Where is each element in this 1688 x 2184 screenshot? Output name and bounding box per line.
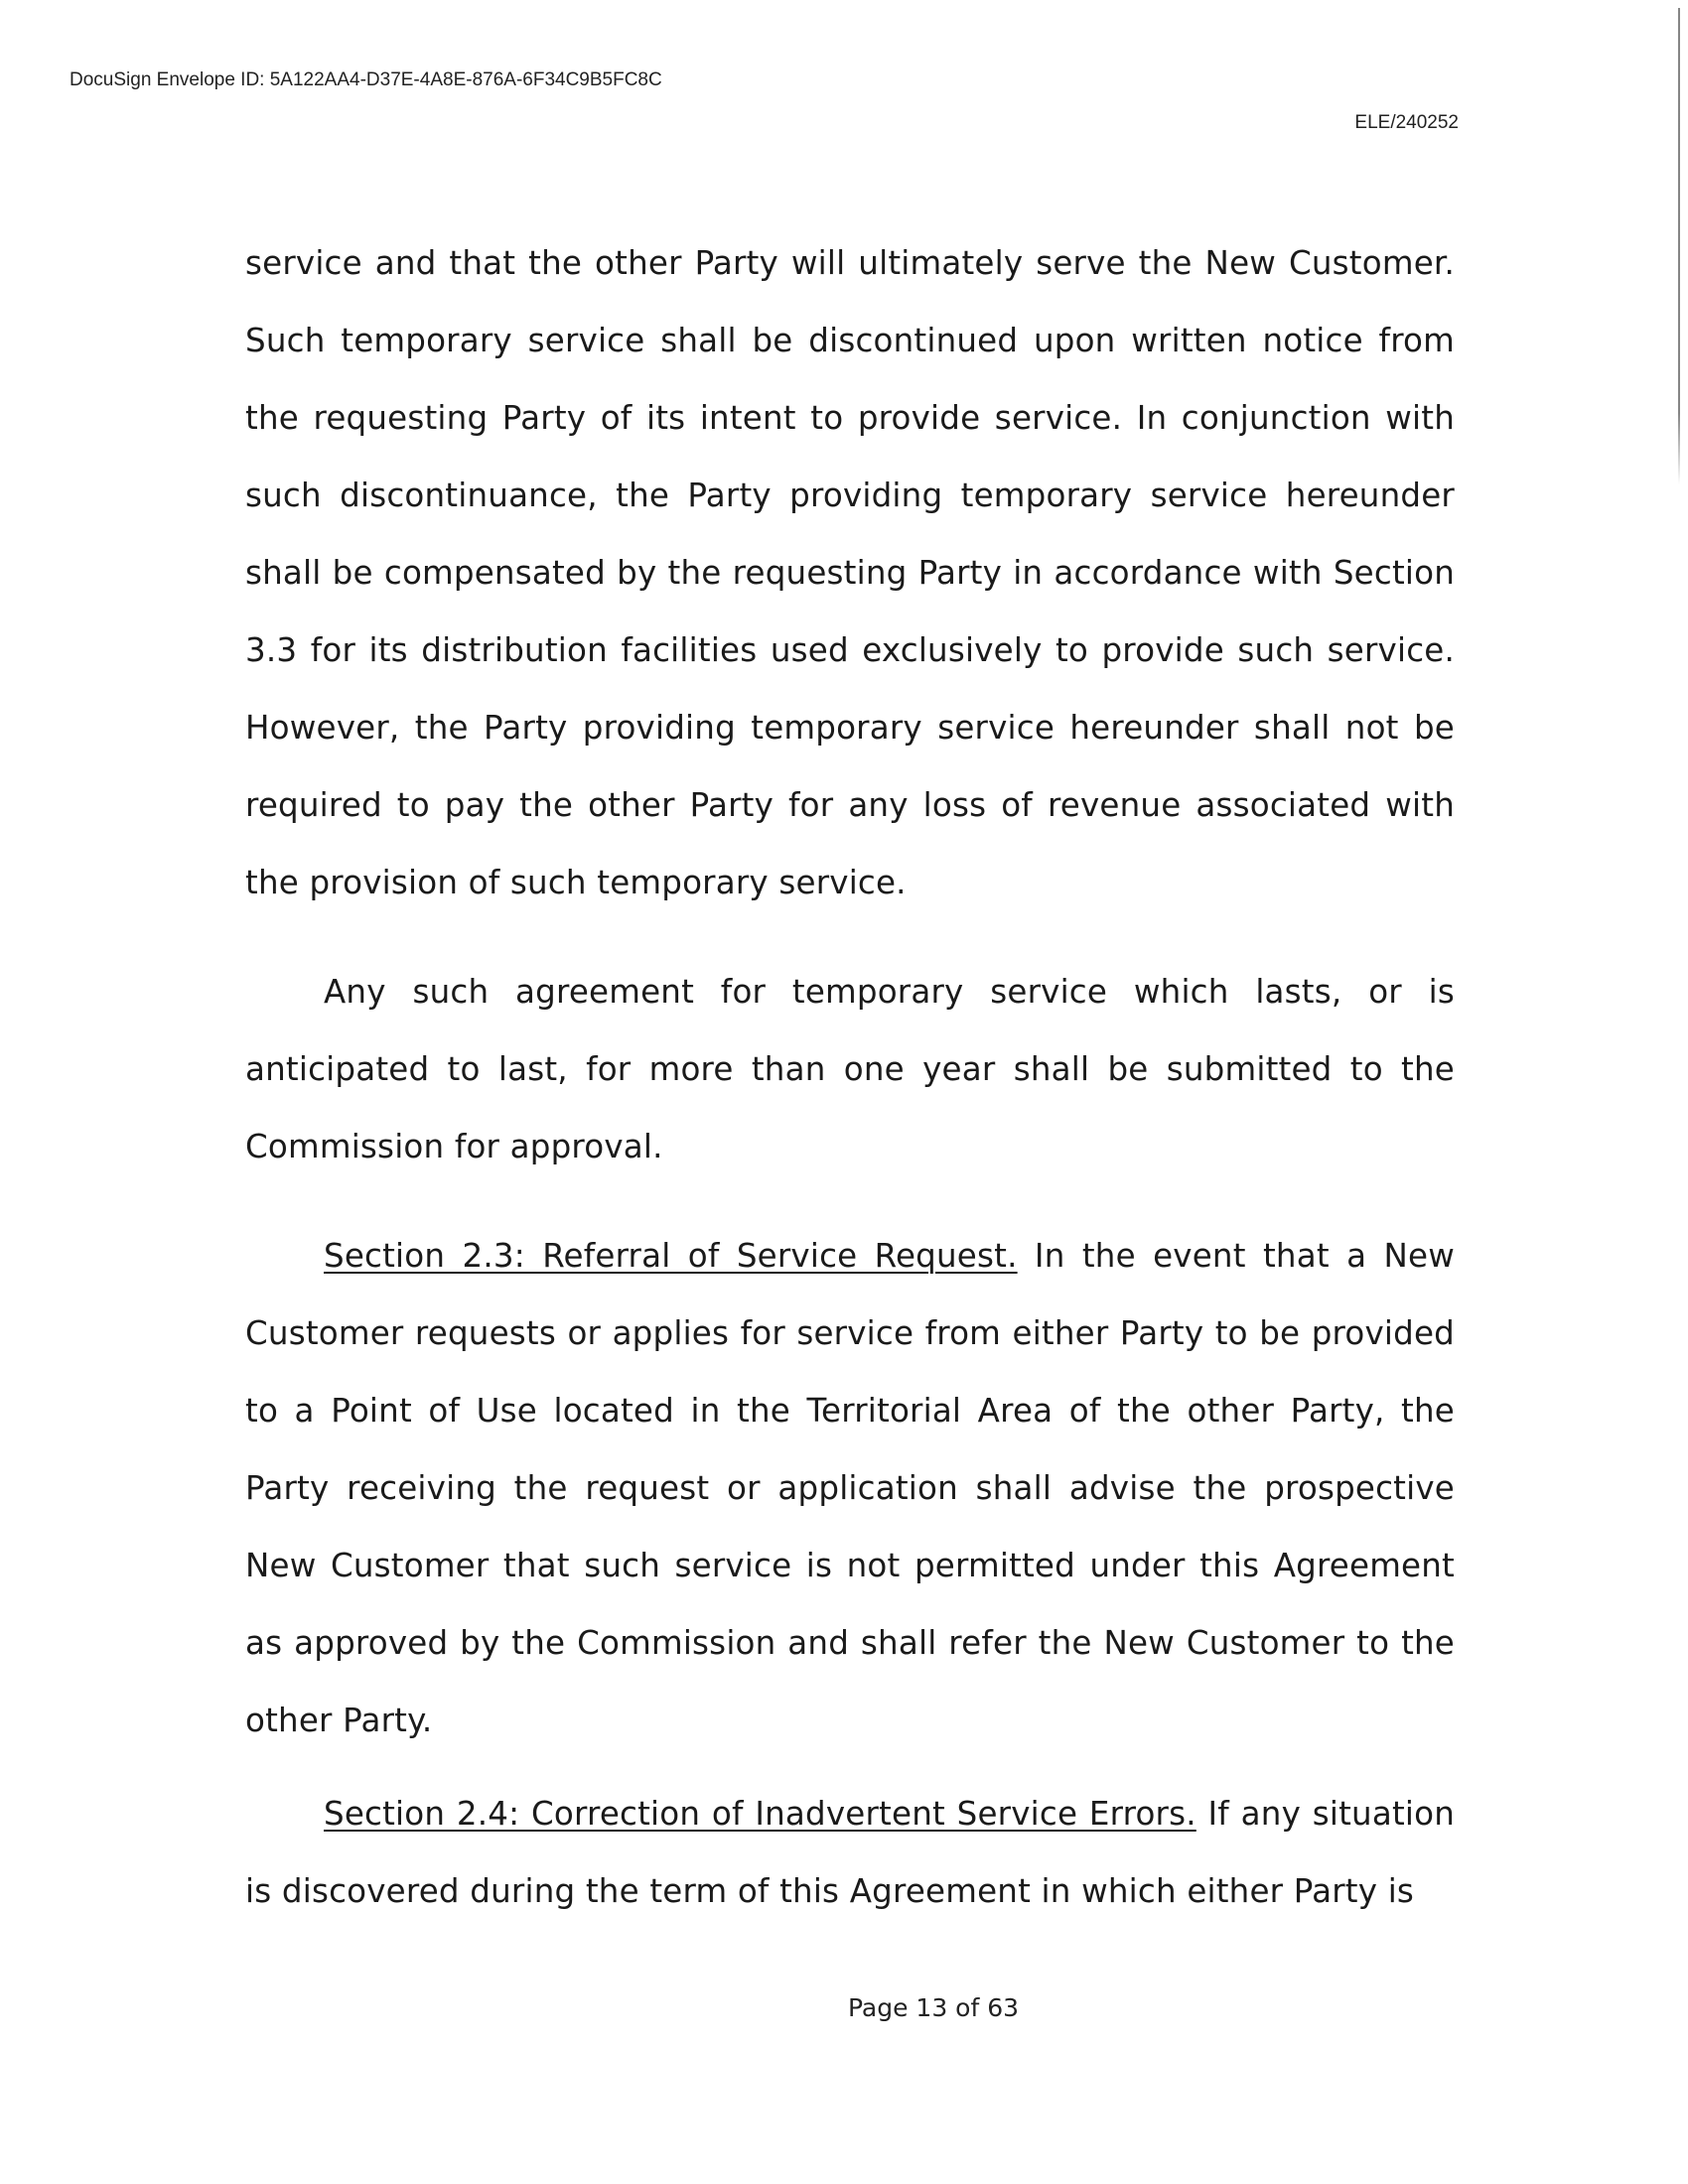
paragraph-temporary-service: service and that the other Party will ultimately serve the New Customer. Such temporary service shall be discontinued upon written notice from the requesting Party of its intent to provide service. In conjunction with such discontinuance, the Party providing temporary service hereunder shall be compensated by the requesting Party in accordance with Section 3.3 for its distribution facilities used exclusively to provide such service. However, the Party providing temporary service hereunder shall not be required to pay the other Party for any loss of revenue associated with the provision of such temporary service. bbox=[245, 244, 1455, 901]
envelope-id: DocuSign Envelope ID: 5A122AA4-D37E-4A8E-876A-6F34C9B5FC8C bbox=[70, 69, 662, 90]
document-body bbox=[245, 224, 1455, 1930]
document-reference: ELE/240252 bbox=[1354, 112, 1459, 133]
section-2-3-heading: Section 2.3: Referral of Service Request. bbox=[324, 1237, 1018, 1275]
page-number: Page 13 of 63 bbox=[847, 1993, 1020, 2022]
page-edge-line bbox=[1678, 8, 1680, 484]
section-2-4 bbox=[245, 1775, 1455, 1930]
section-2-4-text: If any situation is discovered during the term of this Agreement in which either Party is bbox=[245, 1795, 1455, 1910]
paragraph-commission-approval: Any such agreement for temporary service which lasts, or is anticipated to last, for more than one year shall be submitted to the Commission for approval. bbox=[245, 973, 1455, 1165]
section-2-3 bbox=[245, 1217, 1455, 1759]
section-2-4-heading: Section 2.4: Correction of Inadvertent Service Errors. bbox=[324, 1795, 1196, 1833]
section-2-3-text: In the event that a New Customer requests or applies for service from either Party to be provided to a Point of Use located in the Territorial Area of the other Party, the Party receiving the request or application shall advise the prospective New Customer that such service is not permitted under this Agreement as approved by the Commission and shall refer the New Customer to the other Party. bbox=[245, 1237, 1455, 1739]
